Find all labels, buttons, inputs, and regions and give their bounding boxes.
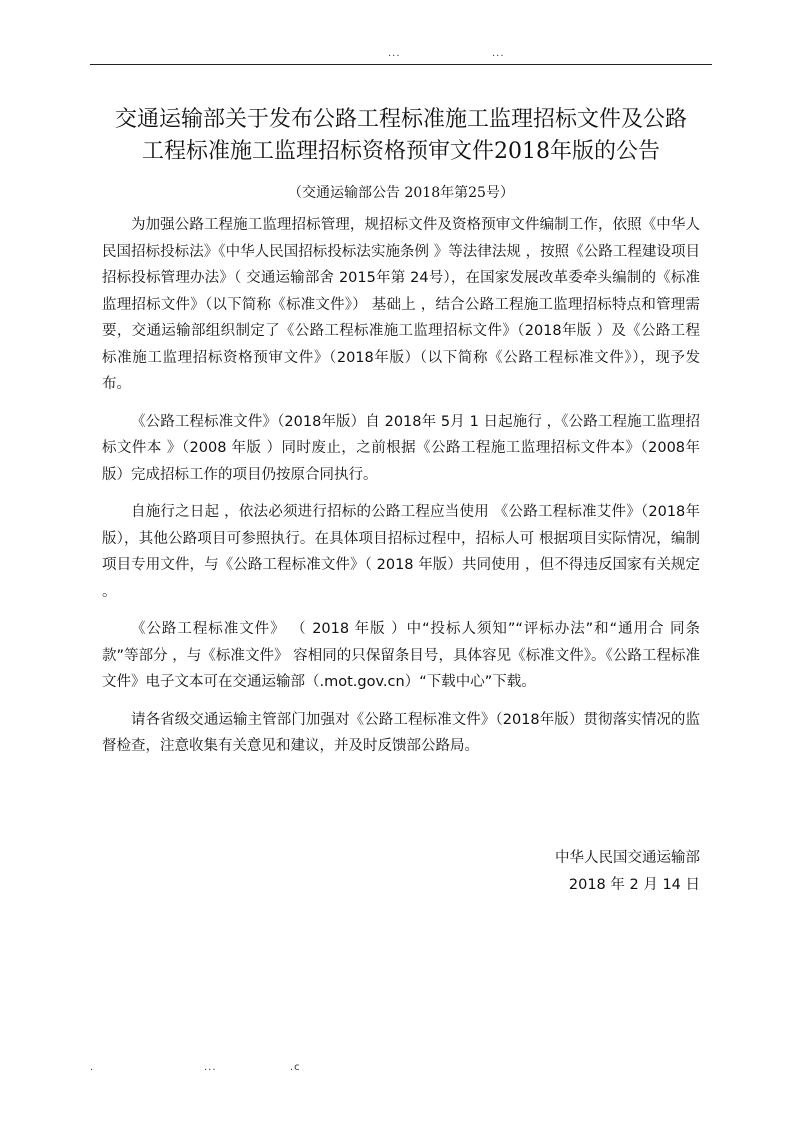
- paragraph-2: 《公路工程标准文件》（2018年版）自 2018年 5月 1 日起施行 ，《公路工程施工监理招标文件本 》（2008 年版 ）同时废止，之前根据《公路工程施工监理招标文件本》（2008年版）完成招标工作的项目仍按原合同执行。: [102, 413, 700, 483]
- header-mark-right: ...: [492, 48, 505, 59]
- signature-org: 中华人民国交通运输部: [555, 850, 700, 866]
- document-title: [90, 104, 712, 168]
- announcement-number: （交通运输部公告 2018年第25号）: [288, 185, 514, 201]
- signature-date: 2018 年 2 月 14 日: [568, 876, 700, 893]
- title-line-2: 工程标准施工监理招标资格预审文件2018年版的公告: [142, 139, 660, 164]
- title-line-1: 交通运输部关于发布公路工程标准施工监理招标文件及公路: [114, 107, 687, 132]
- footer-mark-1: .: [90, 1062, 95, 1073]
- header-rule: [90, 64, 712, 65]
- document-body: [102, 212, 700, 771]
- footer-mark-2: ...: [204, 1062, 217, 1073]
- paragraph-5: 请各省级交通运输主管部门加强对《公路工程标准文件》（2018年版）贯彻落实情况的监督检查，注意收集有关意见和建议，并及时反馈部公路局。: [102, 711, 700, 754]
- paragraph-4: 《公路工程标准文件》 （ 2018 年版 ）中“投标人须知”“评标办法”和“通用合 同条款”等部分 ，与《标准文件》 容相同的只保留条目号，具体容见《标准文件》。《公路工程标准文件》电子文本可在交通运输部（.mot.gov.cn）“下载中心”下载。: [102, 621, 700, 690]
- page-header: [0, 48, 794, 62]
- page-footer: [0, 1062, 794, 1076]
- signature-block: [555, 845, 700, 898]
- footer-mark-3: .c: [290, 1062, 301, 1073]
- paragraph-3: 自施行之日起 ，依法必须进行招标的公路工程应当使用 《公路工程标准艾件》（2018年版），其他公路项目可参照执行。在具体项目招标过程中，招标人可 根据项目实际情况，编制项目专用文件，与《公路工程标准文件》（ 2018 年版）共同使用 ，但不得违反国家有关规定 。: [102, 504, 700, 600]
- header-mark-left: ...: [388, 48, 401, 59]
- paragraph-1: 为加强公路工程施工监理招标管理，规招标文件及资格预审文件编制工作，依照《中华人民国招标投标法》《中华人民国招标投标法实施条例 》等法律法规 ，按照《公路工程建设项目招标投标管理办法》（ 交通运输部舍 2015年第 24号），在国家发展改革委牵头编制的《标准监理招标文件》（以下简称《标准文件》） 基础上 ，结合公路工程施工监理招标特点和管理需要，交通运输部组织制定了《公路工程标准施工监理招标文件》（2018年版 ）及《公路工程标准施工监理招标资格预审文件》（2018年版）（以下简称《公路工程标准文件》），现予发布。: [102, 217, 700, 392]
